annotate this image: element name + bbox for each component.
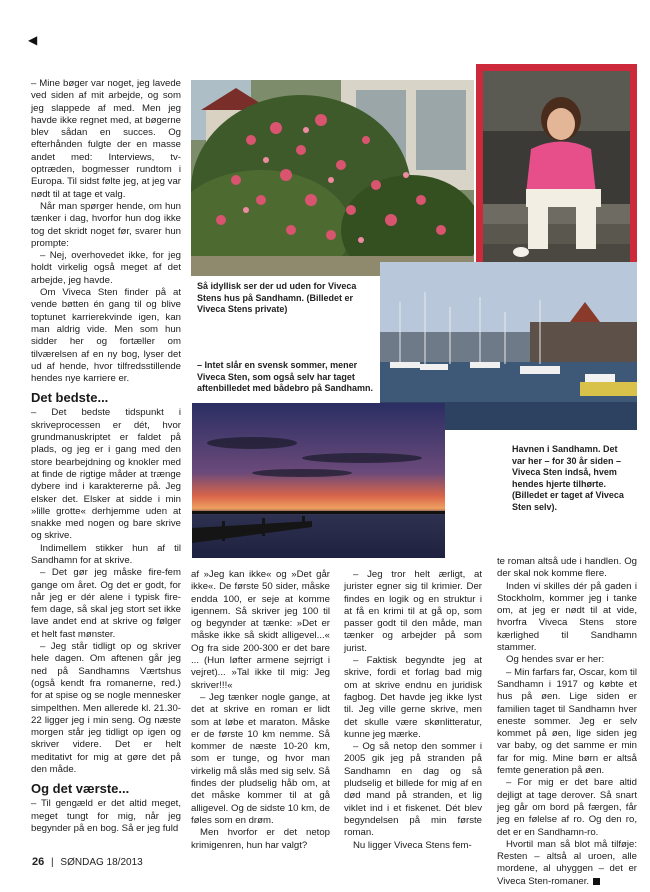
magazine-issue: SØNDAG 18/2013 — [60, 857, 143, 868]
paragraph: Men hvorfor er det netop krimigenren, hun har valgt? — [191, 827, 330, 851]
paragraph: Inden vi skilles dér på gaden i Stockholm, kommer jeg i tanke om, at jeg er nødt til at vide, hvorfra Viveca Stens store kærlighed til Sandhamn stammer. — [497, 580, 637, 654]
paragraph: – Min farfars far, Oscar, kom til Sandhamn i 1917 og købte et hus på øen. Lige siden er familien taget til Sandhamn hver eneste sommer. Jeg er selv kommet på øen, lige siden jeg var baby, og det samme er min far for mig. Mine børn er altså femte generation på øen. — [497, 666, 637, 777]
sunset-illustration — [192, 403, 445, 558]
paragraph: te roman altså ude i handlen. Og der skal nok komme flere. — [497, 556, 637, 580]
paragraph: Om Viveca Sten finder på at vende bøtten én gang til og blive toptunet karrierekvinde igen, kan man aldrig vide. Men som hun sidder her og fortæller om tilværelsen af en ny bog, lyser det ud af hende, hvor tilfredsstillende hendes nye karriere er. — [31, 287, 181, 385]
paragraph: – Faktisk begyndte jeg at skrive, fordi et forlag bad mig om at skrive endnu en juridisk fagbog. Det havde jeg ikke lyst til. Jeg ville gerne skrive, men det skulle være skønlitteratur, kunne jeg mærke. — [344, 655, 482, 740]
paragraph: – Jeg tænker nogle gange, at det at skrive en roman er lidt som at løbe et maraton. Måske er de første 10 km nemme. Så kommer de næste 10-20 km, som er tunge, og hvor man virkelig må slås med sig selv. Så findes der pludselig håb om, at det måske kommer til at gå alligevel. Og de sidste 10 km, de føles som en drøm. — [191, 691, 330, 826]
roses-house-illustration — [191, 80, 474, 276]
author-portrait-illustration — [476, 64, 637, 272]
subheading-worst: Og det værste... — [31, 781, 130, 797]
photo-sunset-jetty — [192, 403, 445, 558]
paragraph: – Og så netop den sommer i 2005 gik jeg på stranden på Sandhamn en dag og så pludselig et billede for mig af en død mand på stranden, et lig viklet ind i et fiskenet. Dét blev begyndelsen på min første roman. — [344, 741, 482, 839]
end-mark-icon — [593, 878, 600, 885]
page-back-arrow-icon[interactable]: ◀ — [28, 33, 38, 47]
closing-text: Hvortil man så blot må tilføje: Resten – altså al uroen, alle mordene, al uhyggen – det er Viveca Sten-romaner. — [497, 838, 637, 887]
page-footer — [32, 856, 143, 868]
paragraph: – Det gør jeg måske fire-fem gange om året. Og det er godt, for når jeg er dér alene i typisk fire-fem dage, så skal jeg stort set ikke lave andet end at skrive og følger et helt fast mønster. — [31, 567, 181, 640]
paragraph: – Mine bøger var noget, jeg lavede ved siden af mit arbejde, og som jeg slappede af med. Men jeg havde ikke regnet med, at bøgerne blev sådan en succes. Og efterhånden fulgte der en masse andet med: Interviews, tv-optræden, bogmesser rundtom i Europa. Til sidst følte jeg, at jeg var nødt til at tage et valg. — [31, 78, 181, 200]
photo-author-portrait — [476, 64, 637, 272]
paragraph: – Jeg står tidligt op og skriver hele dagen. Om aftenen går jeg ned på Sandhamns Værtshus (også kendt fra romanerne, red.) for at spise og se nogle mennesker simpelthen. Men allerede kl. 21.30-22 ligger jeg i min seng. Og næste morgen står jeg tidligt op igen og skriver videre. Det er helt meditativt for mig at gøre det på den måde. — [31, 641, 181, 776]
paragraph: – Nej, overhovedet ikke, for jeg holdt virkelig også meget af det arbejde, jeg havde. — [31, 250, 181, 286]
photo-roses-house — [191, 80, 474, 276]
caption-harbor: Havnen i Sandhamn. Det var her – for 30 år siden – Viveca Sten indså, hvem hendes hjerte tilhørte. (Billedet er taget af Viveca Sten selv). — [512, 444, 624, 512]
footer-divider: | — [51, 857, 54, 868]
paragraph: – Til gengæld er det altid meget, meget tungt for mig, når jeg begynder på en bog. Så er jeg fuld — [31, 798, 181, 834]
subheading-best: Det bedste... — [31, 390, 109, 406]
paragraph: – For mig er det bare altid dejligt at tage derover. Så snart jeg går om bord på færgen, får jeg en følelse af ro. Og den ro, det er en Sandhamn-ro. — [497, 777, 637, 838]
text-column-1 — [31, 78, 181, 835]
caption-roses: Så idyllisk ser der ud uden for Viveca Stens hus på Sandhamn. (Billedet er Viveca Stens private) — [197, 281, 357, 314]
text-column-4 — [497, 556, 637, 888]
paragraph: Når man spørger hende, om hun tænker i dag, hvorfor hun dog ikke tog det skridt noget før, svarer hun prompte: — [31, 200, 181, 249]
paragraph: af »Jeg kan ikke« og »Det går ikke«. De første 50 sider, måske endda 100, er seje at komme igennem. Så skriver jeg 100 til og begynder at tænke: »Det er måske ikke så skidt alligevel...« Og fra side 200-300 er det bare ... (Hun løfter armene sejrrigt i vejret)... »Tal ikke til mig: Jeg skriver!!!« — [191, 569, 330, 691]
paragraph: Og hendes svar er her: — [506, 654, 605, 666]
page-number: 26 — [32, 856, 45, 868]
paragraph: Nu ligger Viveca Stens fem- — [353, 839, 472, 851]
text-column-3 — [344, 569, 482, 852]
paragraph: Indimellem stikker hun af til Sandhamn for at skrive. — [31, 542, 181, 566]
text-column-2 — [191, 569, 330, 852]
caption-sunset: – Intet slår en svensk sommer, mener Viveca Sten, som også selv har taget aftenbilledet med bådebro på Sandhamn. — [197, 360, 374, 393]
paragraph: – Jeg tror helt ærligt, at jurister egner sig til krimier. Der findes en logik og en struktur i at få en krimi til at gå op, som passer godt til den måde, man tænker og arbejder på som jurist. — [344, 569, 482, 654]
paragraph — [497, 839, 637, 888]
paragraph: – Det bedste tidspunkt i skriveprocessen er dét, hvor grundmanuskriptet er faldet på plads, og jeg er i gang med den store bearbejdning og knokler med at finde de rigtige måder at trænge dybere ind i karaktererne på. Jeg elsker det. Elsker at sidde i min »lille grotte« derhjemme uden at snakke med nogen og bare skrive og skrive. — [31, 407, 181, 542]
